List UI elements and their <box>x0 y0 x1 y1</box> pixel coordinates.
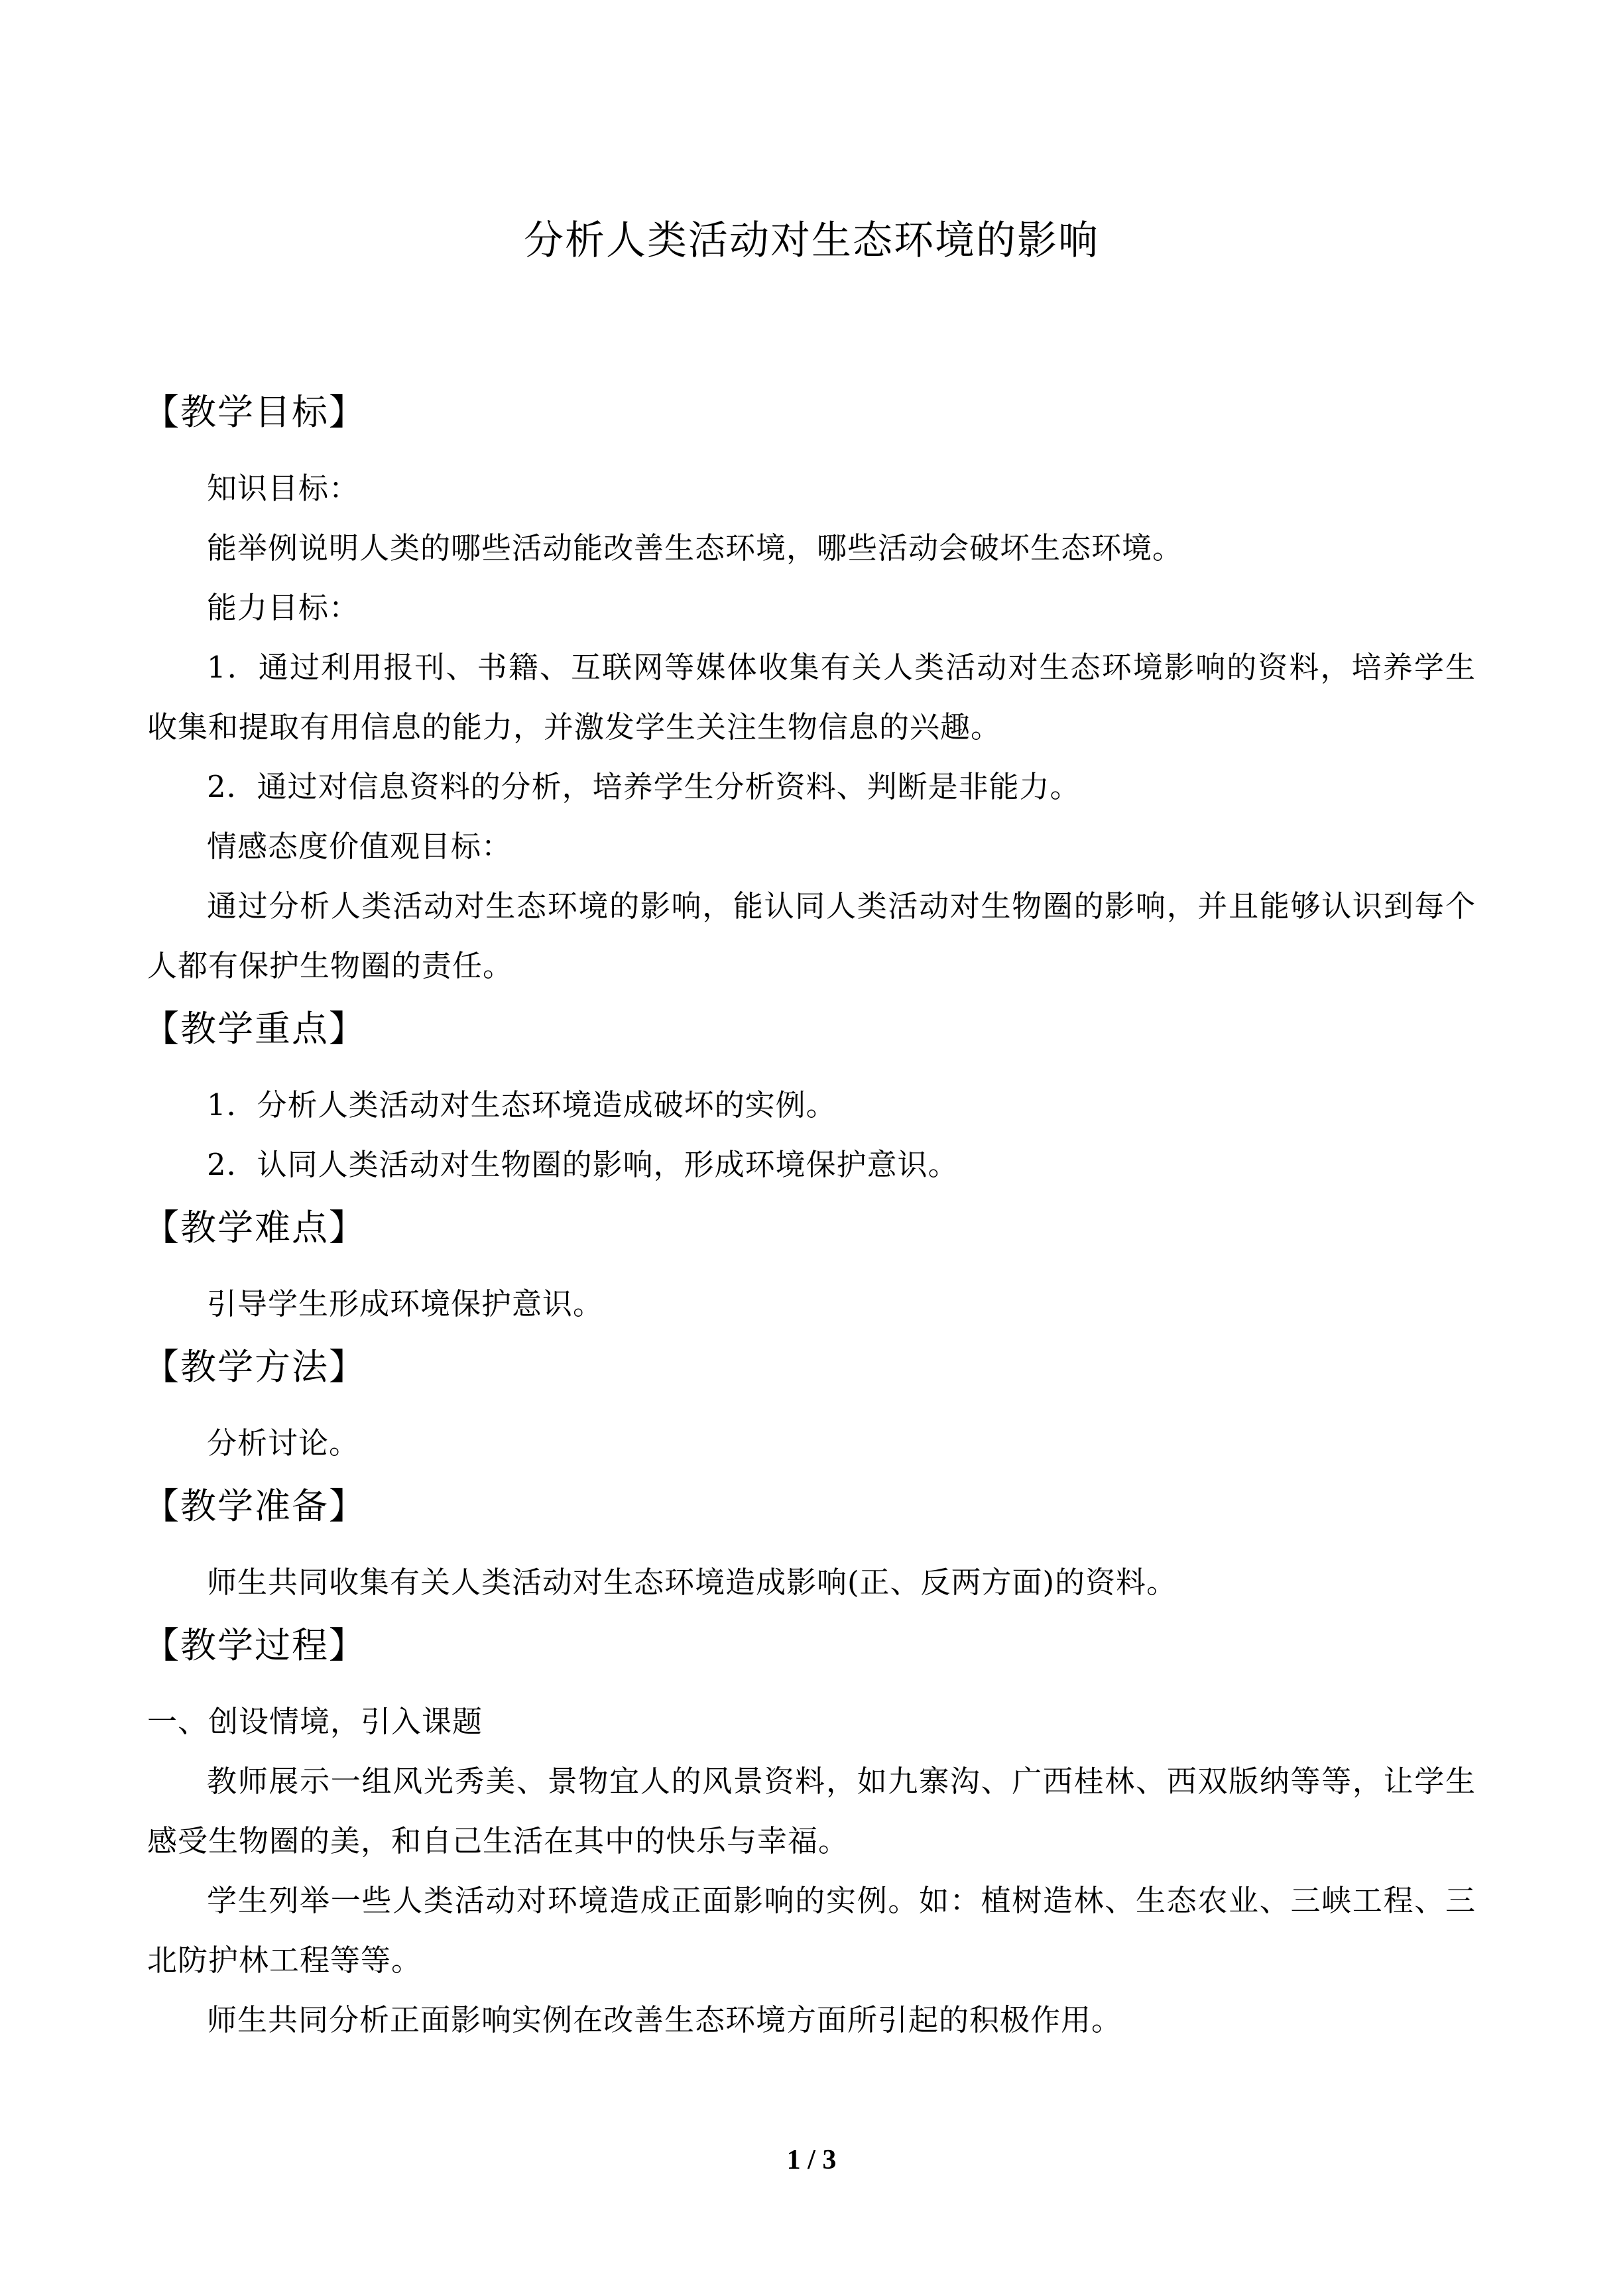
methods-text: 分析讨论。 <box>207 1425 360 1461</box>
ability-item-2: 2．通过对信息资料的分析，培养学生分析资料、判断是非能力。 <box>207 769 1081 804</box>
document-body <box>143 389 1476 2050</box>
section-heading-methods: 【教学方法】 <box>143 1346 366 1388</box>
emotion-text: 通过分析人类活动对生态环境的影响，能认同人类活动对生物圈的影响，并且能够认识到每个人都有保护生物圈的责任。 <box>147 888 1476 983</box>
ability-item-1: 1．通过利用报刊、书籍、互联网等媒体收集有关人类活动对生态环境影响的资料，培养学生收集和提取有用信息的能力，并激发学生关注生物信息的兴趣。 <box>147 650 1476 745</box>
emotion-label: 情感态度价值观目标： <box>207 829 512 864</box>
preparation-text: 师生共同收集有关人类活动对生态环境造成影响(正、反两方面)的资料。 <box>207 1565 1177 1600</box>
process-paragraph-3: 师生共同分析正面影响实例在改善生态环境方面所引起的积极作用。 <box>207 2002 1122 2037</box>
key-point-2: 2．认同人类活动对生物圈的影响，形成环境保护意识。 <box>207 1147 959 1182</box>
section-heading-process: 【教学过程】 <box>143 1624 366 1666</box>
section-heading-objectives: 【教学目标】 <box>143 391 366 433</box>
process-paragraph-2: 学生列举一些人类活动对环境造成正面影响的实例。如：植树造林、生态农业、三峡工程、三北防护林工程等等。 <box>147 1883 1476 1978</box>
process-step-1-title: 一、创设情境，引入课题 <box>147 1704 483 1739</box>
section-heading-key-points: 【教学重点】 <box>143 1008 366 1050</box>
document-title: 分析人类活动对生态环境的影响 <box>524 217 1099 264</box>
key-point-1: 1．分析人类活动对生态环境造成破坏的实例。 <box>207 1087 837 1122</box>
knowledge-text: 能举例说明人类的哪些活动能改善生态环境，哪些活动会破坏生态环境。 <box>207 530 1183 566</box>
process-paragraph-1: 教师展示一组风光秀美、景物宜人的风景资料，如九寨沟、广西桂林、西双版纳等等，让学生感受生物圈的美，和自己生活在其中的快乐与幸福。 <box>147 1764 1476 1858</box>
difficulty-text: 引导学生形成环境保护意识。 <box>207 1286 604 1321</box>
ability-label: 能力目标： <box>207 590 360 625</box>
page-number: 1 / 3 <box>786 2145 837 2175</box>
section-heading-preparation: 【教学准备】 <box>143 1485 366 1527</box>
section-heading-difficulties: 【教学难点】 <box>143 1207 366 1248</box>
knowledge-label: 知识目标： <box>207 471 360 506</box>
